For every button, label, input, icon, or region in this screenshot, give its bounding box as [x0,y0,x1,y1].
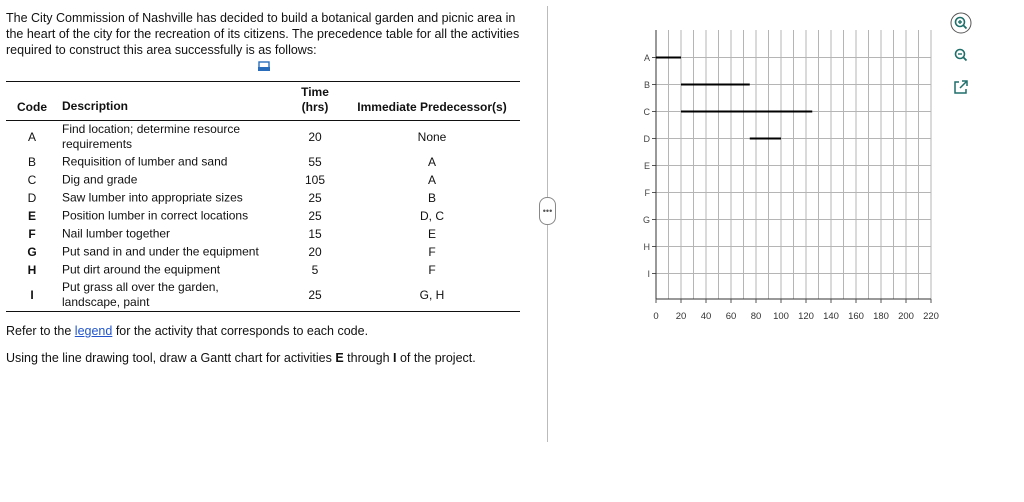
x-tick-label: 60 [725,311,737,322]
row-predecessor: A [427,155,436,169]
instruction-end: of the project. [396,351,476,365]
row-description: Find location; determine resource requirements [62,122,241,151]
row-predecessor: F [428,245,436,259]
row-code: D [27,191,37,205]
zoom-out-button[interactable] [950,44,972,66]
x-tick-label: 80 [750,311,762,322]
x-tick-label: 0 [653,311,659,322]
legend-note [6,324,522,338]
activity-label: A [643,53,650,63]
table-row [6,171,520,189]
divider-handle[interactable]: ••• [539,197,556,225]
table-row [6,261,520,279]
instruction-mid: through [343,351,394,365]
row-predecessor: None [417,130,447,144]
row-description: Put grass all over the garden, landscape, paint [62,280,219,309]
row-predecessor: G, H [419,288,445,302]
row-predecessor: B [427,191,436,205]
task-instruction [6,351,522,365]
row-time: 15 [308,227,322,241]
question-panel [6,10,522,378]
table-row [6,243,520,261]
activity-label: B [643,80,650,90]
row-description: Requisition of lumber and sand [62,154,228,169]
table-row [6,207,520,225]
legend-note-end: for the activity that corresponds to each code. [112,324,369,338]
graph-toolbar [950,12,972,108]
row-description: Nail lumber together [62,226,171,241]
x-tick-label: 140 [823,311,839,322]
row-code: C [27,173,37,187]
row-time: 105 [304,173,326,187]
activity-label: I [647,269,650,279]
open-new-window-button[interactable] [950,76,972,98]
legend-link[interactable]: legend [74,324,113,338]
table-row [6,279,520,311]
x-tick-label: 200 [898,311,914,322]
intro-text: The City Commission of Nashville has decided to build a botanical garden and picnic area in the heart of the city for the recreation of its citizens. The precedence table for all the activities required to construct this area successfully is as follows: [6,11,520,57]
activity-label: H [643,242,650,252]
precedence-table [6,81,520,312]
table-row [6,225,520,243]
x-tick-label: 220 [923,311,939,322]
row-time: 20 [308,245,322,259]
row-code: E [27,209,36,223]
instructions [6,324,522,365]
row-predecessor: F [428,263,436,277]
row-code: I [30,288,34,302]
header-time-unit: (hrs) [301,100,329,114]
row-code: G [27,245,37,259]
row-description: Put sand in and under the equipment [62,244,259,259]
legend-note-start: Refer to the [6,324,75,338]
activity-label: G [642,215,650,225]
row-time: 55 [308,155,322,169]
row-time: 25 [308,288,322,302]
x-tick-label: 20 [675,311,687,322]
activity-label: C [643,107,650,117]
row-code: B [27,155,36,169]
table-body [6,121,520,311]
row-code: F [28,227,36,241]
zoom-in-icon [950,12,972,34]
activity-label: E [643,161,650,171]
row-description: Put dirt around the equipment [62,262,221,277]
x-tick-label: 160 [848,311,864,322]
zoom-in-button[interactable] [950,12,972,34]
activity-label: D [643,134,650,144]
row-time: 25 [308,209,322,223]
row-predecessor: E [427,227,436,241]
header-description: Description [62,99,129,113]
gantt-chart[interactable] [640,30,950,330]
table-row [6,153,520,171]
table-row [6,121,520,153]
row-code: A [27,130,36,144]
zoom-out-icon [950,44,972,66]
instruction-activity-e: E [335,351,344,365]
instruction-start: Using the line drawing tool, draw a Gantt chart for activities [6,351,336,365]
table-row [6,189,520,207]
row-description: Position lumber in correct locations [62,208,249,223]
header-time: Time [301,85,329,99]
row-predecessor: A [427,173,436,187]
row-time: 5 [311,263,319,277]
x-tick-label: 100 [773,311,789,322]
row-code: H [27,263,37,277]
external-link-icon [950,76,972,98]
row-description: Saw lumber into appropriate sizes [62,190,243,205]
row-description: Dig and grade [62,172,138,187]
row-predecessor: D, C [420,209,444,223]
print-icon[interactable] [6,60,522,76]
instruction-activity-i: I [393,351,397,365]
header-code: Code [17,100,47,114]
table-header [6,82,520,121]
x-tick-label: 180 [873,311,889,322]
x-tick-label: 40 [700,311,712,322]
row-time: 20 [308,130,322,144]
row-time: 25 [308,191,322,205]
x-tick-label: 120 [798,311,814,322]
activity-label: F [644,188,650,198]
header-predecessor: Immediate Predecessor(s) [357,100,507,114]
